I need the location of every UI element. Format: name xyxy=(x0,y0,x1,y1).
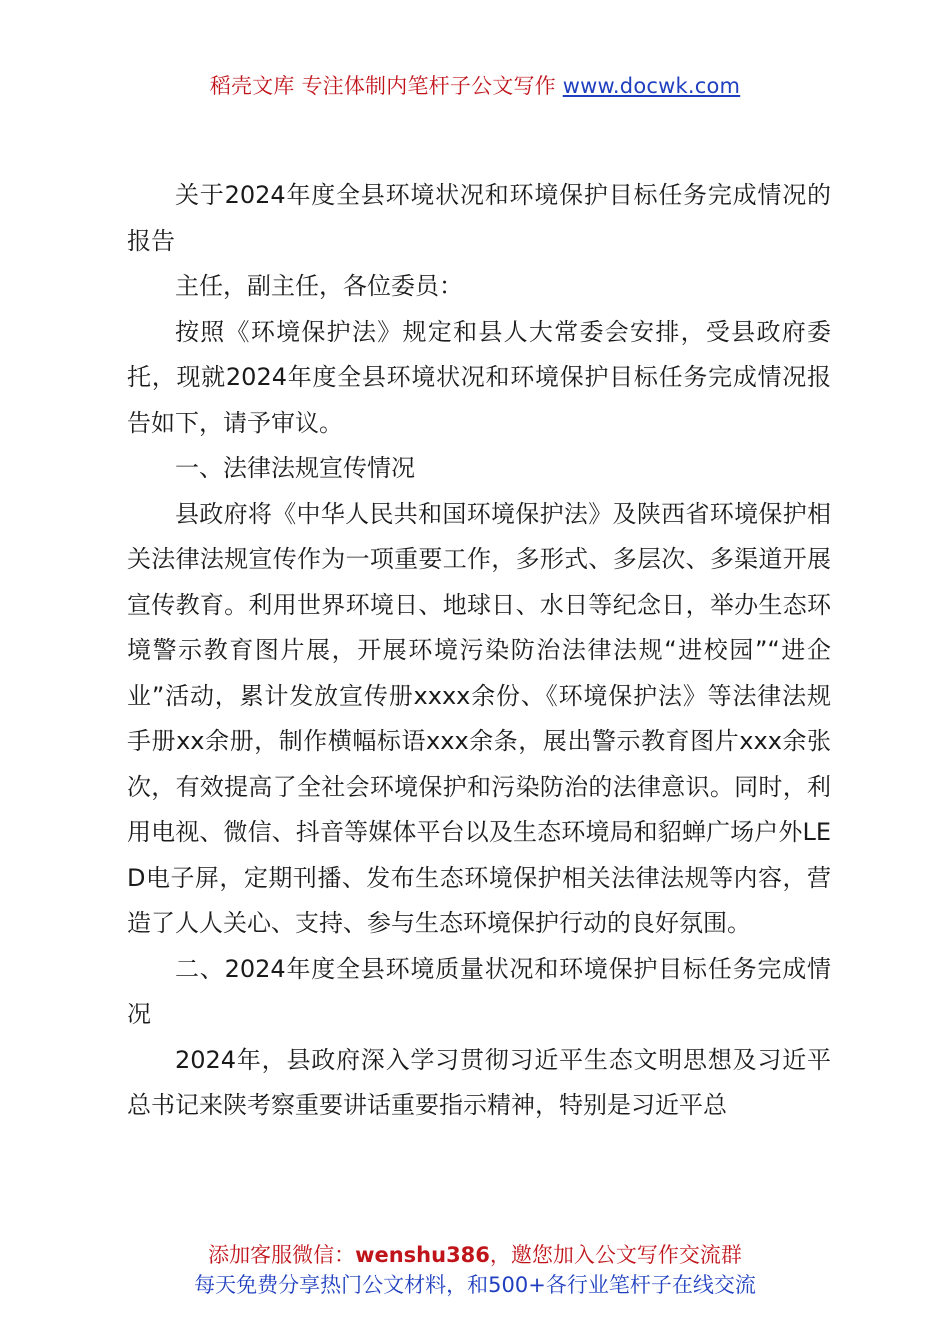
document-body xyxy=(127,173,831,1129)
section-heading-2: 二、2024年度全县环境质量状况和环境保护目标任务完成情况 xyxy=(127,954,831,1028)
footer-line-2: 每天免费分享热门公文材料，和500+各行业笔杆子在线交流 xyxy=(194,1273,756,1297)
site-link[interactable]: www.docwk.com xyxy=(562,74,741,98)
footer-prefix: 添加客服微信： xyxy=(208,1243,356,1267)
salutation: 主任，副主任，各位委员： xyxy=(175,272,463,300)
page-header xyxy=(0,70,950,100)
paragraph-section-2: 2024年，县政府深入学习贯彻习近平生态文明思想及习近平总书记来陕考察重要讲话重要指示精神，特别是习近平总 xyxy=(127,1045,831,1119)
page-footer xyxy=(0,1240,950,1300)
footer-suffix: ，邀您加入公文写作交流群 xyxy=(489,1243,742,1267)
section-heading-1: 一、法律法规宣传情况 xyxy=(175,454,415,482)
document-title: 关于2024年度全县环境状况和环境保护目标任务完成情况的报告 xyxy=(127,181,831,255)
wechat-id: wenshu386 xyxy=(355,1243,490,1267)
paragraph-section-1: 县政府将《中华人民共和国环境保护法》及陕西省环境保护相关法律法规宣传作为一项重要工作，多形式、多层次、多渠道开展宣传教育。利用世界环境日、地球日、水日等纪念日，举办生态环境警示教育图片展，开展环境污染防治法律法规“进校园”“进企业”活动，累计发放宣传册xxxx余份、《环境保护法》等法律法规手册xx余册，制作横幅标语xxx余条，展出警示教育图片xxx余张次，有效提高了全社会环境保护和污染防治的法律意识。同时，利用电视、微信、抖音等媒体平台以及生态环境局和貂蝉广场户外LED电子屏，定期刊播、发布生态环境保护相关法律法规等内容，营造了人人关心、支持、参与生态环境保护行动的良好氛围。 xyxy=(127,499,831,937)
header-text: 稻壳文库 专注体制内笔杆子公文写作 xyxy=(209,74,563,98)
paragraph-intro: 按照《环境保护法》规定和县人大常委会安排，受县政府委托，现就2024年度全县环境状况和环境保护目标任务完成情况报告如下，请予审议。 xyxy=(127,317,831,437)
footer-line-1 xyxy=(0,1240,950,1270)
